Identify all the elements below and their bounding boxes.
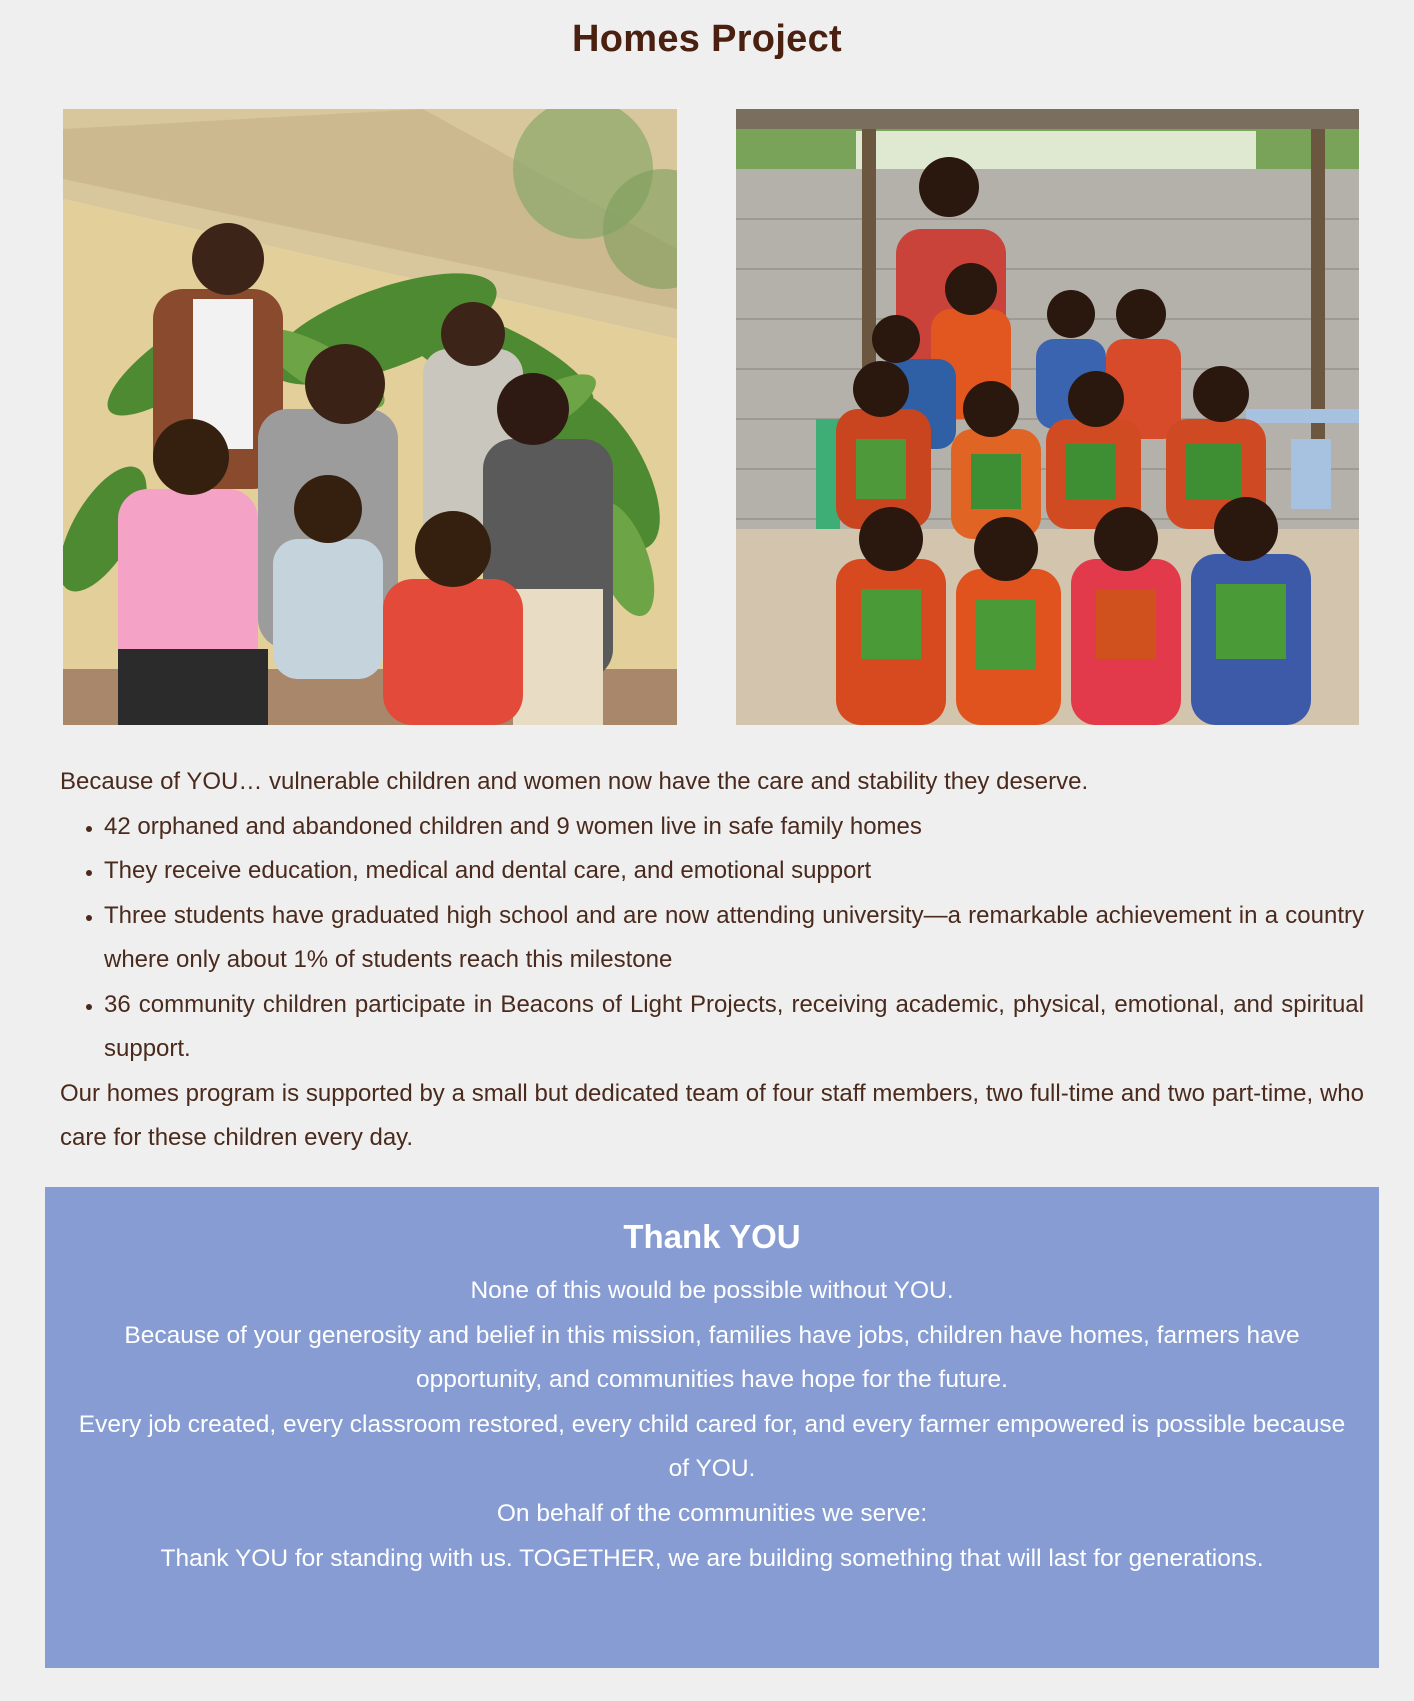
intro-paragraph: Because of YOU… vulnerable children and women now have the care and stability they deserve. bbox=[60, 768, 1089, 795]
photo-family-group bbox=[63, 109, 677, 725]
closing-paragraph: Our homes program is supported by a small but dedicated team of four staff members, two full-time and two part-time, who care for these children every day. bbox=[60, 1079, 1364, 1151]
thank-you-line: Every job created, every classroom restored, every child cared for, and every farmer empowered is possible because of YOU. bbox=[78, 1410, 1346, 1483]
achievements-list bbox=[60, 805, 1364, 1072]
list-item: • 42 orphaned and abandoned children and 9 women live in safe family homes bbox=[104, 805, 1364, 850]
thank-you-title: Thank YOU bbox=[623, 1218, 801, 1255]
thank-you-line: Because of your generosity and belief in this mission, families have jobs, children have homes, farmers have opportunity, and communities have hope for the future. bbox=[124, 1321, 1300, 1394]
classroom-photo-icon bbox=[736, 109, 1359, 725]
homes-description bbox=[60, 760, 1364, 1161]
thank-you-line: On behalf of the communities we serve: bbox=[496, 1499, 928, 1527]
list-item: • They receive education, medical and dental care, and emotional support bbox=[104, 849, 1364, 894]
group-photo-icon bbox=[63, 109, 677, 725]
thank-you-line: None of this would be possible without YOU. bbox=[470, 1277, 954, 1304]
thank-you-box bbox=[45, 1187, 1379, 1668]
thank-you-message bbox=[77, 1269, 1347, 1581]
list-item: • Three students have graduated high school and are now attending university—a remarkable achievement in a country where only about 1% of students reach this milestone bbox=[104, 894, 1364, 983]
list-item: • 36 community children participate in Beacons of Light Projects, receiving academic, physical, emotional, and spiritual support. bbox=[104, 983, 1364, 1072]
page-title: Homes Project bbox=[572, 18, 842, 60]
photo-classroom-children bbox=[736, 109, 1359, 725]
thank-you-line: Thank YOU for standing with us. TOGETHER, we are building something that will last for generations. bbox=[160, 1544, 1264, 1572]
